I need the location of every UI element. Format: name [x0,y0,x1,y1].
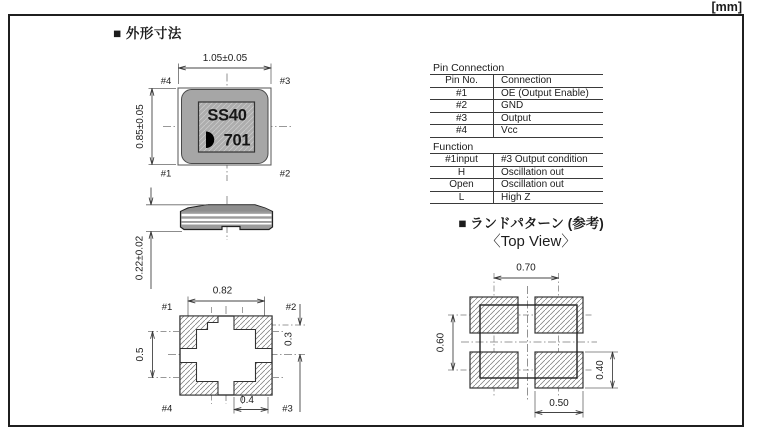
function-table-title: Function [430,141,603,154]
dim-left-label: 0.5 [135,347,146,362]
dim-top-label: 0.70 [516,262,536,274]
pin-label: #3 [279,76,291,87]
dim-thickness-label: 0.22±0.02 [134,235,146,281]
cell-pin: #3 [430,113,494,125]
pin-label: #4 [161,403,173,415]
land-pattern-subtitle: 〈Top View〉 [485,233,577,250]
header-input: #1input [430,154,494,166]
function-table [430,141,603,204]
table-row [430,88,603,101]
pin-label: #1 [160,168,172,180]
land-pad-top-left [470,297,518,333]
dim-height-label: 0.85±0.05 [135,104,146,149]
table-row [430,179,603,192]
table-row [430,192,603,205]
pin-label: #2 [285,302,297,313]
pin-label: #1 [161,302,173,313]
side-stripe [182,223,272,225]
pin-label: #4 [160,76,172,87]
dim-bottom-label: 0.4 [240,395,254,406]
table-header-row [430,154,603,167]
dim-bottom-label: 0.50 [549,398,569,409]
cell-input: Open [430,179,494,191]
dim-bottom-width-label: 0.82 [212,285,233,297]
side-view [135,188,273,290]
table-header-row [430,75,603,88]
dim-width-label: 1.05±0.05 [202,53,248,64]
marking-text-line2: 701 [223,131,251,150]
land-pad-bottom-left [470,352,518,388]
dim-right-label: 0.3 [283,332,295,346]
marking-text-line1: SS40 [207,106,247,125]
outline-section-title: ■ 外形寸法 [113,26,182,41]
cell-output: Oscillation out [501,166,564,178]
pin-connection-table-title: Pin Connection [430,62,603,75]
dim-right-label: 0.40 [595,360,606,380]
land-pad-top-right [535,297,583,333]
land-pad-bottom-right [535,352,583,388]
cell-input: L [430,192,494,204]
side-stripe [182,219,272,221]
table-row [430,100,603,113]
unit-label: [mm] [711,0,742,14]
pin-label: #2 [279,168,291,180]
table-row [430,113,603,126]
cell-output: High Z [501,191,531,203]
table-row [430,125,603,138]
cell-connection: GND [501,100,524,111]
land-pattern-title: ■ ランドパターン (参考) [458,216,604,231]
table-row [430,167,603,180]
cell-connection: Vcc [501,125,518,136]
top-view [135,53,291,181]
header-connection: Connection [501,75,552,86]
header-pin-no: Pin No. [430,75,494,87]
cell-output: Oscillation out [501,179,564,190]
dim-left-label: 0.60 [435,332,447,353]
cell-connection: Output [501,112,532,124]
header-output-condition: #3 Output condition [501,154,588,165]
bottom-view [135,286,305,415]
cell-input: H [430,167,494,179]
side-stripe [182,214,272,217]
cell-pin: #2 [430,100,494,112]
cell-connection: OE (Output Enable) [501,87,589,99]
cell-pin: #1 [430,88,494,100]
pin-label: #3 [282,403,293,415]
cell-pin: #4 [430,125,494,137]
pin-connection-table [430,62,603,138]
land-pattern-view [436,263,619,418]
